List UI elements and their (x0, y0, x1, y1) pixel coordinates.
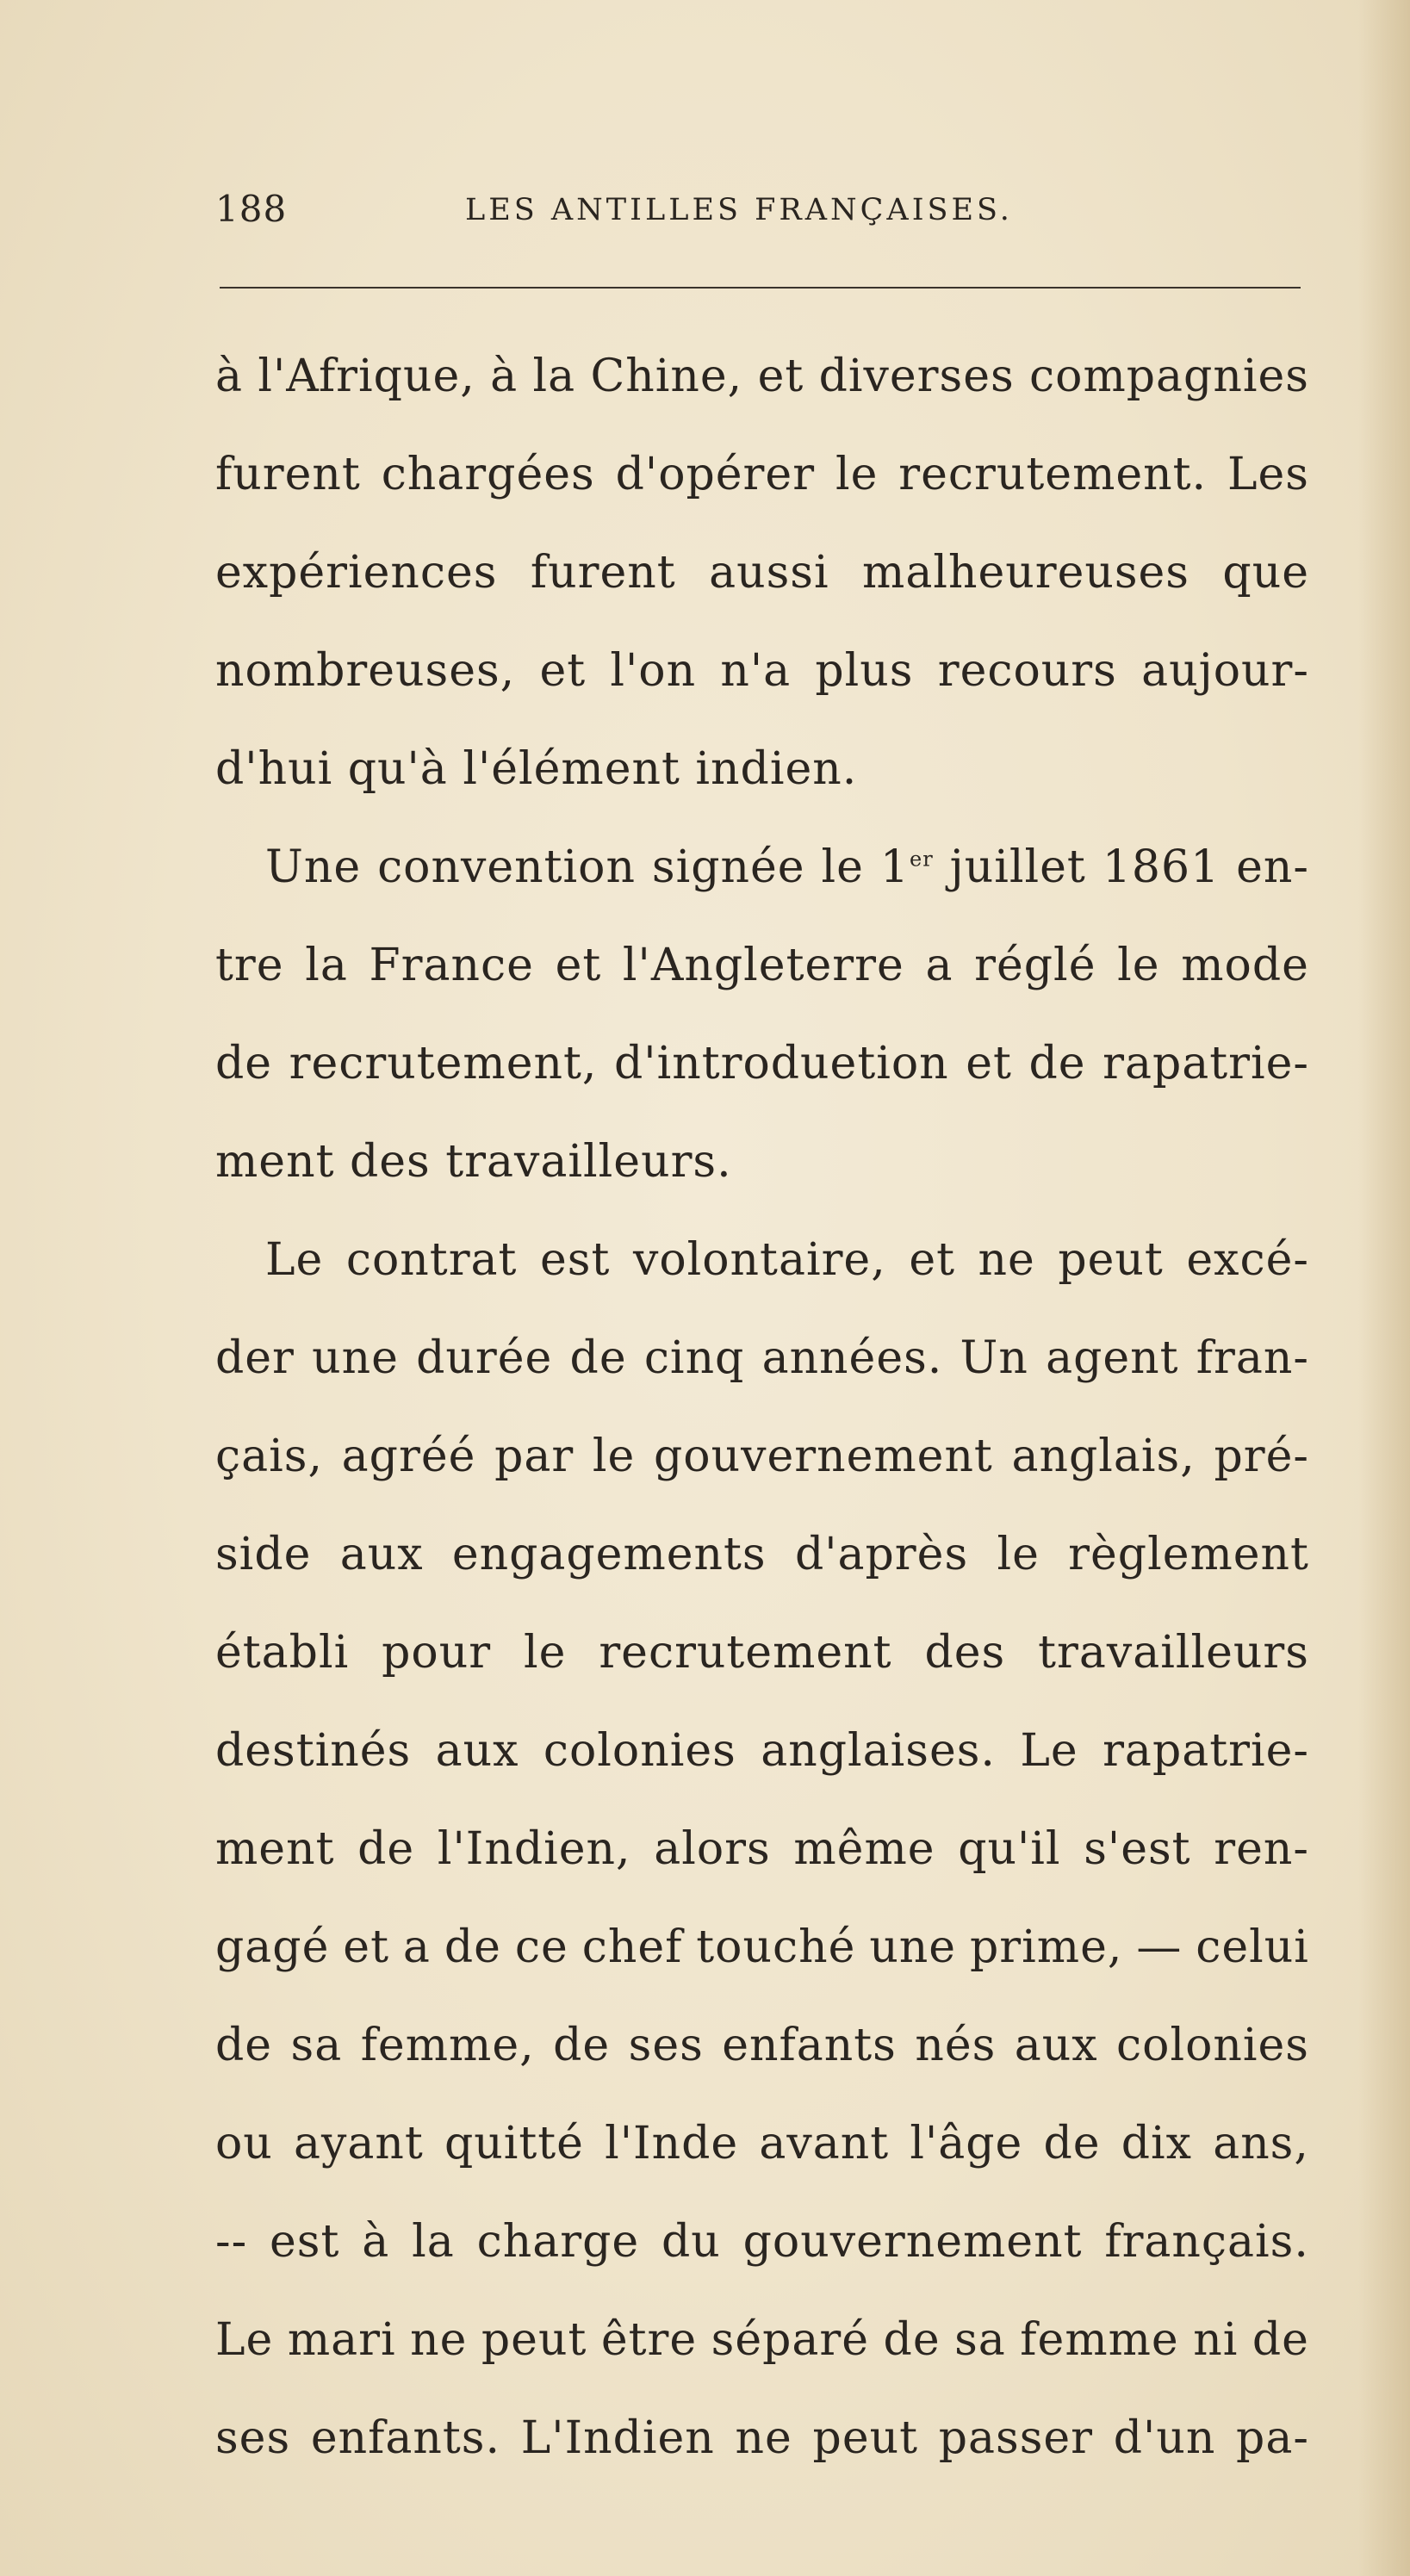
text-line: ment des travailleurs. (215, 1136, 732, 1188)
word: fran- (1196, 1332, 1309, 1384)
word: ayant (293, 2118, 424, 2169)
word: une (869, 1921, 957, 1973)
word: d'opérer (615, 449, 816, 500)
text-line (215, 524, 1309, 622)
ordinal-superscript: er (910, 847, 934, 872)
word: femme, (360, 2020, 535, 2071)
word: aux (339, 1529, 424, 1580)
word: à (215, 351, 244, 402)
word: passer (938, 2412, 1094, 2464)
word: alors (654, 1823, 771, 1875)
word: recrutement. (898, 449, 1208, 500)
word: ren- (1214, 1823, 1309, 1875)
text-line (215, 2095, 1309, 2193)
word: l'Inde (605, 2118, 739, 2169)
word: à (362, 2216, 390, 2268)
word: par (494, 1431, 575, 1482)
word: rapatrie- (1103, 1038, 1309, 1089)
word: le (592, 1431, 636, 1482)
word: ans, (1213, 2118, 1309, 2169)
text-line (215, 916, 1309, 1015)
word: ne (978, 1234, 1035, 1286)
word: recours (937, 645, 1117, 697)
word: ne (735, 2412, 792, 2464)
word: de (215, 2020, 273, 2071)
word: gouvernement (654, 1431, 993, 1482)
word: travailleurs (1038, 1627, 1309, 1679)
word: d'un (1113, 2412, 1216, 2464)
word: femme (1020, 2314, 1179, 2366)
word: ni (1193, 2314, 1239, 2366)
word: tre (215, 940, 284, 991)
page-edge-shadow (1358, 0, 1410, 2576)
word: l'Indien, (437, 1823, 631, 1875)
text-line (215, 1898, 1309, 1996)
word: Un (960, 1332, 1028, 1384)
word: der (215, 1332, 295, 1384)
word: le (1117, 940, 1160, 991)
word: aussi (709, 547, 829, 599)
text-line (215, 2389, 1309, 2487)
word: de (883, 2314, 941, 2366)
word: aujour- (1141, 645, 1309, 697)
word: la (412, 2216, 455, 2268)
text-line: d'hui qu'à l'élément indien. (215, 743, 858, 795)
word: la (532, 351, 576, 402)
word: à (490, 351, 519, 402)
word: ses (215, 2412, 291, 2464)
word: agréé (341, 1431, 476, 1482)
running-title: LES ANTILLES FRANÇAISES. (465, 193, 1013, 227)
page-header (215, 188, 1301, 239)
text-line (215, 2193, 1309, 2291)
text-line (215, 425, 1309, 524)
word: durée (416, 1332, 553, 1384)
word: enfants (722, 2020, 897, 2071)
word: furent (215, 449, 361, 500)
word: de (444, 1921, 501, 1973)
word: convention (377, 841, 636, 893)
word: le (524, 1627, 567, 1679)
word: une (312, 1332, 399, 1384)
word: dix (1121, 2118, 1192, 2169)
word: et (539, 645, 587, 697)
page-number: 188 (215, 188, 288, 230)
word: celui (1196, 1921, 1309, 1973)
word: anglaises. (761, 1725, 996, 1777)
word: et (343, 1921, 389, 1973)
word: sa (954, 2314, 1006, 2366)
word: nombreuses, (215, 645, 516, 697)
word: mode (1181, 940, 1309, 991)
word: colonies (1116, 2020, 1309, 2071)
text-line (215, 1996, 1309, 2095)
word: peut (812, 2412, 918, 2464)
word: de (1043, 2118, 1101, 2169)
word: aux (1014, 2020, 1098, 2071)
word: rapatrie- (1103, 1725, 1309, 1777)
word: Le (215, 2314, 274, 2366)
word: de (553, 2020, 611, 2071)
word: et (555, 940, 602, 991)
word: est (270, 2216, 340, 2268)
word: excé- (1186, 1234, 1309, 1286)
word: le (997, 1529, 1040, 1580)
word: anglais, (1011, 1431, 1196, 1482)
word: ou (215, 2118, 273, 2169)
word: n'a (720, 645, 792, 697)
text-line (215, 1407, 1309, 1505)
word: l'âge (910, 2118, 1023, 2169)
word: de (215, 1038, 273, 1089)
word: en- (1236, 841, 1309, 893)
word: malheureuses (862, 547, 1189, 599)
word: furent (530, 547, 676, 599)
word: Le (1020, 1725, 1078, 1777)
word: expériences (215, 547, 498, 599)
word: 1861 (1102, 841, 1221, 893)
word: chef (581, 1921, 683, 1973)
word: Le (265, 1234, 324, 1286)
word: Chine, (590, 351, 743, 402)
word: 1er (879, 841, 934, 893)
word: et (909, 1234, 955, 1286)
word: est (540, 1234, 611, 1286)
word: pour (382, 1627, 492, 1679)
word: et (966, 1038, 1012, 1089)
word: de (357, 1823, 415, 1875)
word: recrutement (599, 1627, 892, 1679)
text-line (215, 2291, 1309, 2389)
word: même (793, 1823, 935, 1875)
word: du (662, 2216, 721, 2268)
text-line (215, 1702, 1309, 1800)
word: a (925, 940, 953, 991)
word: signée (651, 841, 805, 893)
word: français. (1104, 2216, 1309, 2268)
text-line (215, 622, 1309, 720)
word: colonies (543, 1725, 736, 1777)
word: établi (215, 1627, 350, 1679)
word: mari (287, 2314, 396, 2366)
text-line (215, 1505, 1309, 1604)
word: compagnies (1029, 351, 1309, 402)
word: chargées (381, 449, 595, 500)
word: — (1136, 1921, 1183, 1973)
word: enfants. (310, 2412, 501, 2464)
word: Les (1227, 449, 1309, 500)
word: volontaire, (632, 1234, 886, 1286)
header-rule (220, 287, 1301, 289)
word: engagements (451, 1529, 767, 1580)
word: de (1252, 2314, 1309, 2366)
word: prime, (970, 1921, 1123, 1973)
word: pa- (1236, 2412, 1309, 2464)
word: side (215, 1529, 312, 1580)
word: le (821, 841, 864, 893)
word: le (835, 449, 879, 500)
text-line (215, 1604, 1309, 1702)
word: d'après (794, 1529, 969, 1580)
text-line-paragraph-start (215, 818, 1309, 916)
word: diverses (818, 351, 1015, 402)
word: France (369, 940, 534, 991)
text-line-paragraph-start (215, 1211, 1309, 1309)
word: règlement (1068, 1529, 1309, 1580)
word: de (1028, 1038, 1086, 1089)
word: nés (915, 2020, 997, 2071)
word: et (757, 351, 804, 402)
word: contrat (345, 1234, 518, 1286)
word: avant (759, 2118, 890, 2169)
word: ment (215, 1823, 335, 1875)
word: destinés (215, 1725, 412, 1777)
word: ses (628, 2020, 704, 2071)
word: sa (290, 2020, 343, 2071)
word: çais, (215, 1431, 323, 1482)
word: L'Indien (520, 2412, 715, 2464)
text-line (215, 327, 1309, 425)
word: peut (1058, 1234, 1164, 1286)
word: cinq (643, 1332, 745, 1384)
word: recrutement, (289, 1038, 598, 1089)
word: agent (1046, 1332, 1179, 1384)
word: plus (815, 645, 914, 697)
word: s'est (1084, 1823, 1191, 1875)
word: l'Afrique, (258, 351, 475, 402)
word: que (1222, 547, 1309, 599)
word: aux (435, 1725, 519, 1777)
word: peut (481, 2314, 587, 2366)
text-line (215, 1800, 1309, 1898)
word: d'introduetion (614, 1038, 949, 1089)
text-line (215, 1309, 1309, 1407)
word: séparé (711, 2314, 870, 2366)
word: Une (265, 841, 362, 893)
word: l'Angleterre (622, 940, 904, 991)
word: ce (514, 1921, 568, 1973)
word: de (569, 1332, 627, 1384)
body-text (215, 327, 1309, 2487)
text-line (215, 1015, 1309, 1113)
word: -- (215, 2216, 248, 2268)
word: gagé (215, 1921, 330, 1973)
word: réglé (974, 940, 1096, 991)
word: quitté (444, 2118, 584, 2169)
word: pré- (1214, 1431, 1309, 1482)
word: gouvernement (742, 2216, 1083, 2268)
word: juillet (949, 841, 1086, 893)
word: des (924, 1627, 1006, 1679)
word: la (305, 940, 348, 991)
word: touché (696, 1921, 856, 1973)
word: qu'il (958, 1823, 1061, 1875)
word: ne (410, 2314, 468, 2366)
word: l'on (610, 645, 697, 697)
word: années. (761, 1332, 943, 1384)
word: être (600, 2314, 698, 2366)
word: a (402, 1921, 431, 1973)
word: charge (476, 2216, 640, 2268)
